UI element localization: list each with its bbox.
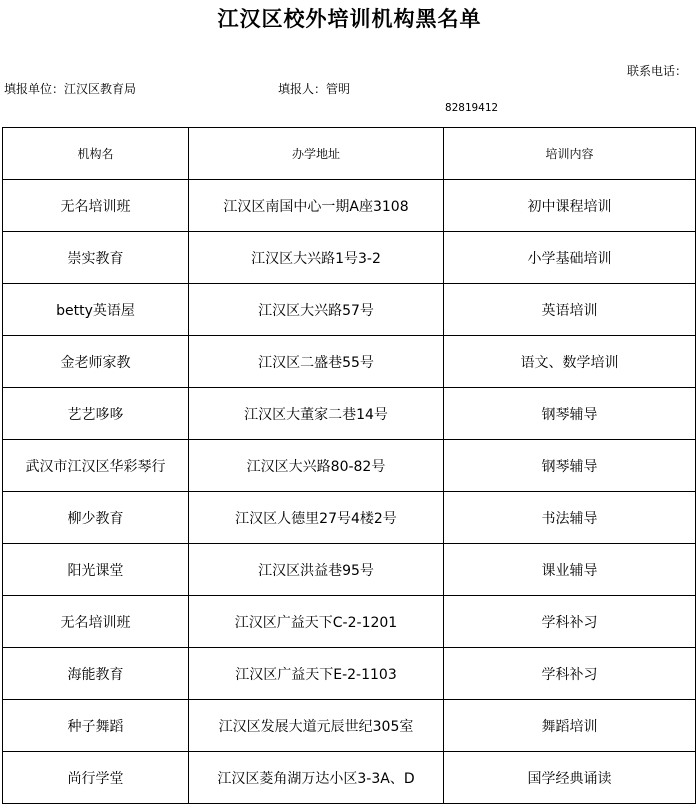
training-content-cell: 初中课程培训: [444, 180, 696, 232]
table-row: [3, 440, 696, 492]
address-cell: 江汉区广益天下E-2-1103: [189, 648, 444, 700]
column-header-address: 办学地址: [189, 128, 444, 180]
address-cell: 江汉区大兴路1号3-2: [189, 232, 444, 284]
training-content-cell: 学科补习: [444, 596, 696, 648]
address-cell: 江汉区大兴路57号: [189, 284, 444, 336]
address-cell: 江汉区人德里27号4楼2号: [189, 492, 444, 544]
contact-phone-label: 联系电话：: [627, 64, 688, 78]
training-content-cell: 语文、数学培训: [444, 336, 696, 388]
training-content-cell: 学科补习: [444, 648, 696, 700]
training-content-cell: 课业辅导: [444, 544, 696, 596]
table-row: [3, 700, 696, 752]
institution-name-cell: 阳光课堂: [3, 544, 189, 596]
address-cell: 江汉区洪益巷95号: [189, 544, 444, 596]
institution-name-cell: 崇实教育: [3, 232, 189, 284]
table-row: [3, 544, 696, 596]
institution-name-cell: 尚行学堂: [3, 752, 189, 804]
address-cell: 江汉区菱角湖万达小区3-3A、D: [189, 752, 444, 804]
column-header-content: 培训内容: [444, 128, 696, 180]
institution-name-cell: 柳少教育: [3, 492, 189, 544]
address-cell: 江汉区大董家二巷14号: [189, 388, 444, 440]
address-cell: 江汉区广益天下C-2-1201: [189, 596, 444, 648]
institution-name-cell: 种子舞蹈: [3, 700, 189, 752]
institution-name-cell: 无名培训班: [3, 180, 189, 232]
institution-name-cell: 无名培训班: [3, 596, 189, 648]
training-content-cell: 钢琴辅导: [444, 388, 696, 440]
training-content-cell: 国学经典诵读: [444, 752, 696, 804]
address-cell: 江汉区大兴路80-82号: [189, 440, 444, 492]
institution-name-cell: 金老师家教: [3, 336, 189, 388]
table-row: [3, 492, 696, 544]
blacklist-table: [2, 127, 696, 804]
address-cell: 江汉区二盛巷55号: [189, 336, 444, 388]
institution-name-cell: 艺艺哆哆: [3, 388, 189, 440]
table-row: [3, 336, 696, 388]
training-content-cell: 小学基础培训: [444, 232, 696, 284]
table-row: [3, 648, 696, 700]
page-title: 江汉区校外培训机构黑名单: [217, 6, 482, 31]
address-cell: 江汉区南国中心一期A座3108: [189, 180, 444, 232]
training-content-cell: 书法辅导: [444, 492, 696, 544]
table-row: [3, 180, 696, 232]
table-row: [3, 232, 696, 284]
table-row: [3, 752, 696, 804]
training-content-cell: 英语培训: [444, 284, 696, 336]
institution-name-cell: betty英语屋: [3, 284, 189, 336]
table-row: [3, 596, 696, 648]
reporting-unit: 填报单位：江汉区教育局: [4, 82, 137, 96]
contact-phone-number: 82819412: [445, 101, 498, 114]
table-header-row: [3, 128, 696, 180]
training-content-cell: 钢琴辅导: [444, 440, 696, 492]
table-row: [3, 388, 696, 440]
table-row: [3, 284, 696, 336]
institution-name-cell: 海能教育: [3, 648, 189, 700]
column-header-institution: 机构名: [3, 128, 189, 180]
address-cell: 江汉区发展大道元辰世纪305室: [189, 700, 444, 752]
reporter-name: 填报人：管明: [278, 82, 351, 96]
training-content-cell: 舞蹈培训: [444, 700, 696, 752]
institution-name-cell: 武汉市江汉区华彩琴行: [3, 440, 189, 492]
